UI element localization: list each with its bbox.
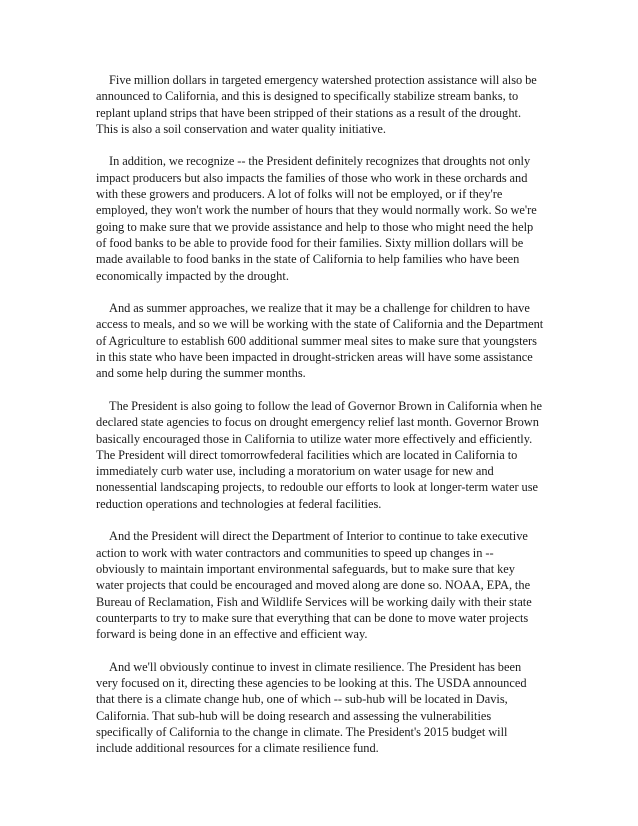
paragraph-watershed-assistance: Five million dollars in targeted emergency watershed protection assistance will also be announced to California, and this is designed to specifically stabilize stream banks, to replant upland strips that have been stripped of their stations as a result of the drought. This is also a soil conservation and water quality initiative.: [96, 73, 537, 136]
paragraph-food-banks: In addition, we recognize -- the President definitely recognizes that droughts not only impact producers but also impacts the families of those who work in these orchards and with these growers and producers. A lot of folks will not be employed, or if they're employed, they won't work the number of hours that they would normally work. So we're going to make sure that we provide assistance and help to those who might need the help of food banks to be able to provide food for their families. Sixty million dollars will be made available to food banks in the state of California to help families who have been economically impacted by the drought.: [96, 154, 537, 283]
paragraph-water-projects: And the President will direct the Department of Interior to continue to take executive action to work with water contractors and communities to speed up changes in -- obviously to maintain important environmental safeguards, but to make sure that key water projects that could be encouraged and moved along are done so. NOAA, EPA, the Bureau of Reclamation, Fish and Wildlife Services will be working daily with their state counterparts to try to make sure that everything that can be done to move water projects forward is being done in an effective and efficient way.: [96, 529, 532, 642]
paragraph-climate-resilience: And we'll obviously continue to invest in climate resilience. The President has been very focused on it, directing these agencies to be looking at this. The USDA announced that there is a climate change hub, one of which -- sub-hub will be located in Davis, California. That sub-hub will be doing research and assessing the vulnerabilities specifically of California to the change in climate. The President's 2015 budget will include additional resources for a climate resilience fund.: [96, 659, 527, 756]
paragraph-summer-meals: And as summer approaches, we realize that it may be a challenge for children to have access to meals, and so we will be working with the state of California and the Department of Agriculture to establish 600 additional summer meal sites to make sure that youngsters in this state who have been impacted in drought-stricken areas will have some assistance and some help during the summer months.: [96, 301, 544, 381]
body-text: [96, 72, 544, 756]
paragraph-federal-water-use: The President is also going to follow the lead of Governor Brown in California when he declared state agencies to focus on drought emergency relief last month. Governor Brown basically encouraged those in California to utilize water more effectively and efficiently. The President will direct tomorrowfederal facilities which are located in California to immediately curb water use, including a moratorium on water usage for new and nonessential landscaping projects, to redouble our efforts to look at longer-term water use reduction operations and technologies at federal facilities.: [96, 398, 542, 511]
